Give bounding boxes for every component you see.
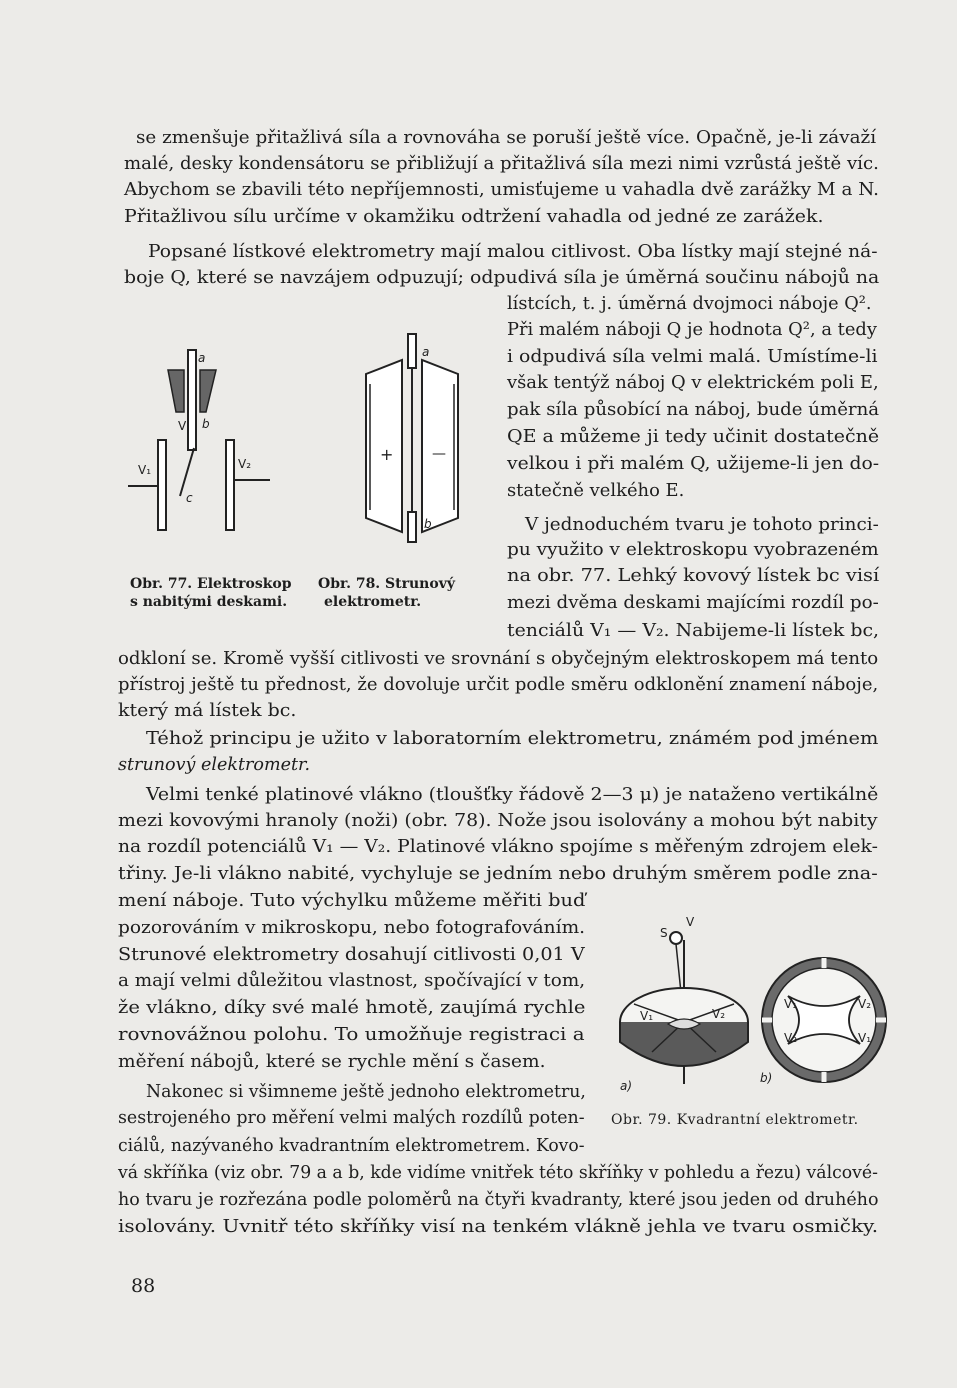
text-line: však tentýž náboj Q v elektrickém poli E, — [507, 372, 879, 393]
text-line: Popsané lístkové elektrometry mají malou citlivost. Oba lístky mají stejné ná- — [148, 241, 878, 262]
text-line: mení náboje. Tuto výchylku můžeme měřiti buď — [118, 890, 586, 911]
text-line: a mají velmi důležitou vlastnost, spočívající v tom, — [118, 970, 586, 991]
text-line: že vlákno, díky své malé hmotě, zaujímá rychle — [118, 997, 586, 1018]
figure-77-caption-line-1: Obr. 77. Elektroskop — [130, 576, 292, 592]
text-line: se zmenšuje přitažlivá síla a rovnováha se poruší ještě více. Opačně, je-li závaží — [136, 127, 877, 148]
text-line: Při malém náboji Q je hodnota Q², a tedy — [507, 319, 877, 340]
text-line: Nakonec si všimneme ještě jednoho elektrometru, — [146, 1081, 586, 1102]
text-line: na obr. 77. Lehký kovový lístek bc visí — [507, 565, 880, 586]
fig79-label-a: a) — [620, 1079, 633, 1093]
page-number: 88 — [131, 1275, 156, 1297]
text-line: pak síla působící na náboj, bude úměrná — [507, 399, 880, 420]
fig78-label-b: b — [424, 517, 432, 531]
text-line: mezi dvěma deskami majícími rozdíl po- — [507, 592, 879, 613]
text-line: V jednoduchém tvaru je tohoto princi- — [525, 514, 879, 535]
text-line: QE a můžeme ji tedy učinit dostatečně — [507, 426, 880, 447]
text-line: malé, desky kondensátoru se přibližují a přitažlivá síla mezi nimi vzrůstá ještě víc. — [124, 153, 879, 174]
text-line: statečně velkého E. — [507, 480, 685, 501]
text-line: mezi kovovými hranoly (noži) (obr. 78). Nože jsou isolovány a mohou být nabity — [118, 810, 878, 831]
text-line: i odpudivá síla velmi malá. Umístíme-li — [507, 346, 878, 367]
text-line: pozorováním v mikroskopu, nebo fotografováním. — [118, 917, 586, 938]
text-line: Strunové elektrometry dosahují citlivosti 0,01 V — [118, 944, 585, 965]
fig79-b-label-v1-lower: V₁ — [858, 1031, 872, 1045]
text-line: tenciálů V₁ — V₂. Nabijeme-li lístek bc, — [507, 620, 880, 641]
fig79-a-label-v1: V₁ — [640, 1009, 654, 1023]
fig77-label-v1: V₁ — [138, 463, 152, 477]
text-line: přístroj ještě tu přednost, že dovoluje určit podle směru odklonění znamení náboje, — [118, 674, 879, 695]
fig77-label-a: a — [198, 351, 206, 365]
figure-78-caption — [318, 575, 455, 611]
text-line: pu využito v elektroskopu vyobrazeném — [507, 539, 879, 560]
text-line: Velmi tenké platinové vlákno (tloušťky řádově 2—3 μ) je nataženo vertikálně — [146, 784, 879, 805]
text-line: ciálů, nazývaného kvadrantním elektrometrem. Kovo- — [118, 1135, 585, 1156]
text-line: sestrojeného pro měření velmi malých rozdílů poten- — [118, 1107, 585, 1128]
figure-78-caption-line-1: Obr. 78. Strunový — [318, 576, 455, 592]
text-line: Abychom se zbavili této nepříjemnosti, umisťujeme u vahadla dvě zarážky M a N. — [124, 179, 879, 200]
fig77-label-c: c — [186, 491, 193, 505]
fig79-b-label-v2-lower: V₂ — [784, 1031, 798, 1045]
fig78-label-a: a — [422, 345, 430, 359]
figure-77-caption — [130, 575, 292, 611]
text-line: na rozdíl potenciálů V₁ — V₂. Platinové vlákno spojíme s měřeným zdrojem elek- — [118, 836, 878, 857]
text-line: velkou i při malém Q, užijeme-li jen do- — [507, 453, 880, 474]
text-line: rovnovážnou polohu. To umožňuje registraci a — [118, 1024, 585, 1045]
fig79-b-label-v2: V₂ — [858, 997, 872, 1011]
text-line: lístcích, t. j. úměrná dvojmoci náboje Q². — [507, 293, 872, 314]
text-line: strunový elektrometr. — [118, 754, 311, 775]
text-line: Téhož principu je užito v laboratorním elektrometru, známém pod jménem — [146, 728, 879, 749]
text-line: který má lístek bc. — [118, 700, 297, 721]
text-line: třiny. Je-li vlákno nabité, vychyluje se jedním nebo druhým směrem podle zna- — [118, 863, 878, 884]
figure-78-caption-line-2: elektrometr. — [324, 594, 422, 610]
fig77-label-v: V — [178, 419, 187, 433]
text-line: měření nábojů, které se rychle mění s časem. — [118, 1051, 546, 1072]
text-line: isolovány. Uvnitř této skříňky visí na tenkém vlákně jehla ve tvaru osmičky. — [118, 1216, 879, 1237]
text-line: boje Q, které se navzájem odpuzují; odpudivá síla je úměrná součinu nábojů na — [124, 267, 880, 288]
text-line: odkloní se. Kromě vyšší citlivosti ve srovnání s obyčejným elektroskopem má tento — [118, 648, 879, 669]
fig78-label-plus: + — [380, 445, 394, 464]
fig77-label-b: b — [202, 417, 210, 431]
figure-79-quadrant-electrometer — [612, 912, 897, 1097]
text-line: vá skříňka (viz obr. 79 a a b, kde vidíme vnitřek této skříňky v pohledu a řezu) válcové- — [118, 1162, 878, 1183]
figure-79-caption: Obr. 79. Kvadrantní elektrometr. — [611, 1112, 859, 1128]
figure-78-string-electrometer — [360, 332, 480, 547]
fig77-label-v2: V₂ — [238, 457, 252, 471]
text-line: Přitažlivou sílu určíme v okamžiku odtržení vahadla od jedné ze zarážek. — [124, 206, 824, 227]
figure-77-caption-line-2: s nabitými deskami. — [130, 594, 288, 610]
fig78-label-minus: — — [432, 446, 446, 462]
fig79-label-v: V — [686, 915, 695, 929]
fig79-a-label-v2: V₂ — [712, 1007, 726, 1021]
fig79-label-s: S — [660, 926, 668, 940]
fig79-label-b: b) — [760, 1071, 773, 1085]
figure-77-electroscope — [138, 348, 288, 548]
fig79-b-label-v1: V₁ — [784, 997, 798, 1011]
text-line: ho tvaru je rozřezána podle poloměrů na čtyři kvadranty, které jsou jeden od druhého — [118, 1189, 879, 1210]
